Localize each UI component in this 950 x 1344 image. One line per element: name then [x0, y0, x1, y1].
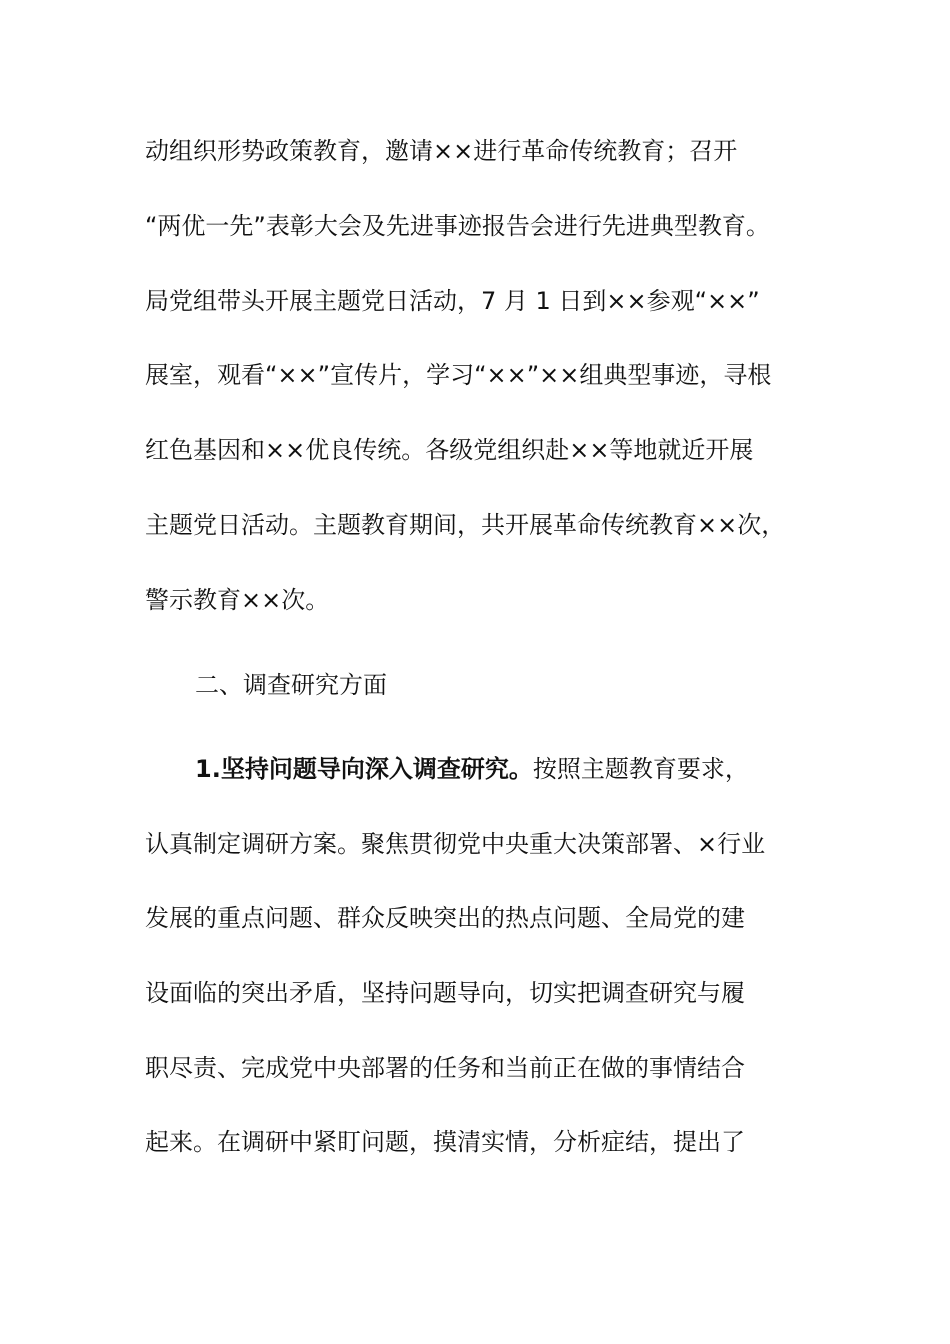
- paragraph-line: 警示教育××次。: [145, 586, 330, 614]
- paragraph-line: 红色基因和××优良传统。各级党组织赴××等地就近开展: [145, 436, 754, 464]
- paragraph-line: 设面临的突出矛盾，坚持问题导向，切实把调查研究与履: [145, 979, 745, 1007]
- paragraph-line: 动组织形势政策教育，邀请××进行革命传统教育；召开: [145, 137, 738, 165]
- paragraph-first-line: [195, 752, 895, 786]
- paragraph-line: “两优一先”表彰大会及先进事迹报告会进行先进典型教育。: [145, 212, 770, 240]
- section-heading: 二、调查研究方面: [195, 671, 387, 699]
- paragraph-line: 起来。在调研中紧盯问题，摸清实情，分析症结，提出了: [145, 1128, 745, 1156]
- paragraph-line: 主题党日活动。主题教育期间，共开展革命传统教育××次，: [145, 511, 786, 539]
- paragraph-line: 发展的重点问题、群众反映突出的热点问题、全局党的建: [145, 904, 745, 932]
- paragraph-lead-rest: 按照主题教育要求，: [532, 755, 749, 783]
- paragraph-line: 认真制定调研方案。聚焦贯彻党中央重大决策部署、×行业: [145, 830, 766, 858]
- paragraph-lead: 1.坚持问题导向深入调查研究。: [195, 755, 533, 783]
- paragraph-line: 职尽责、完成党中央部署的任务和当前正在做的事情结合: [145, 1054, 745, 1082]
- paragraph-line: 展室，观看“××”宣传片，学习“××”××组典型事迹，寻根: [145, 361, 772, 389]
- paragraph-line: 局党组带头开展主题党日活动，7 月 1 日到××参观“××”: [145, 287, 760, 315]
